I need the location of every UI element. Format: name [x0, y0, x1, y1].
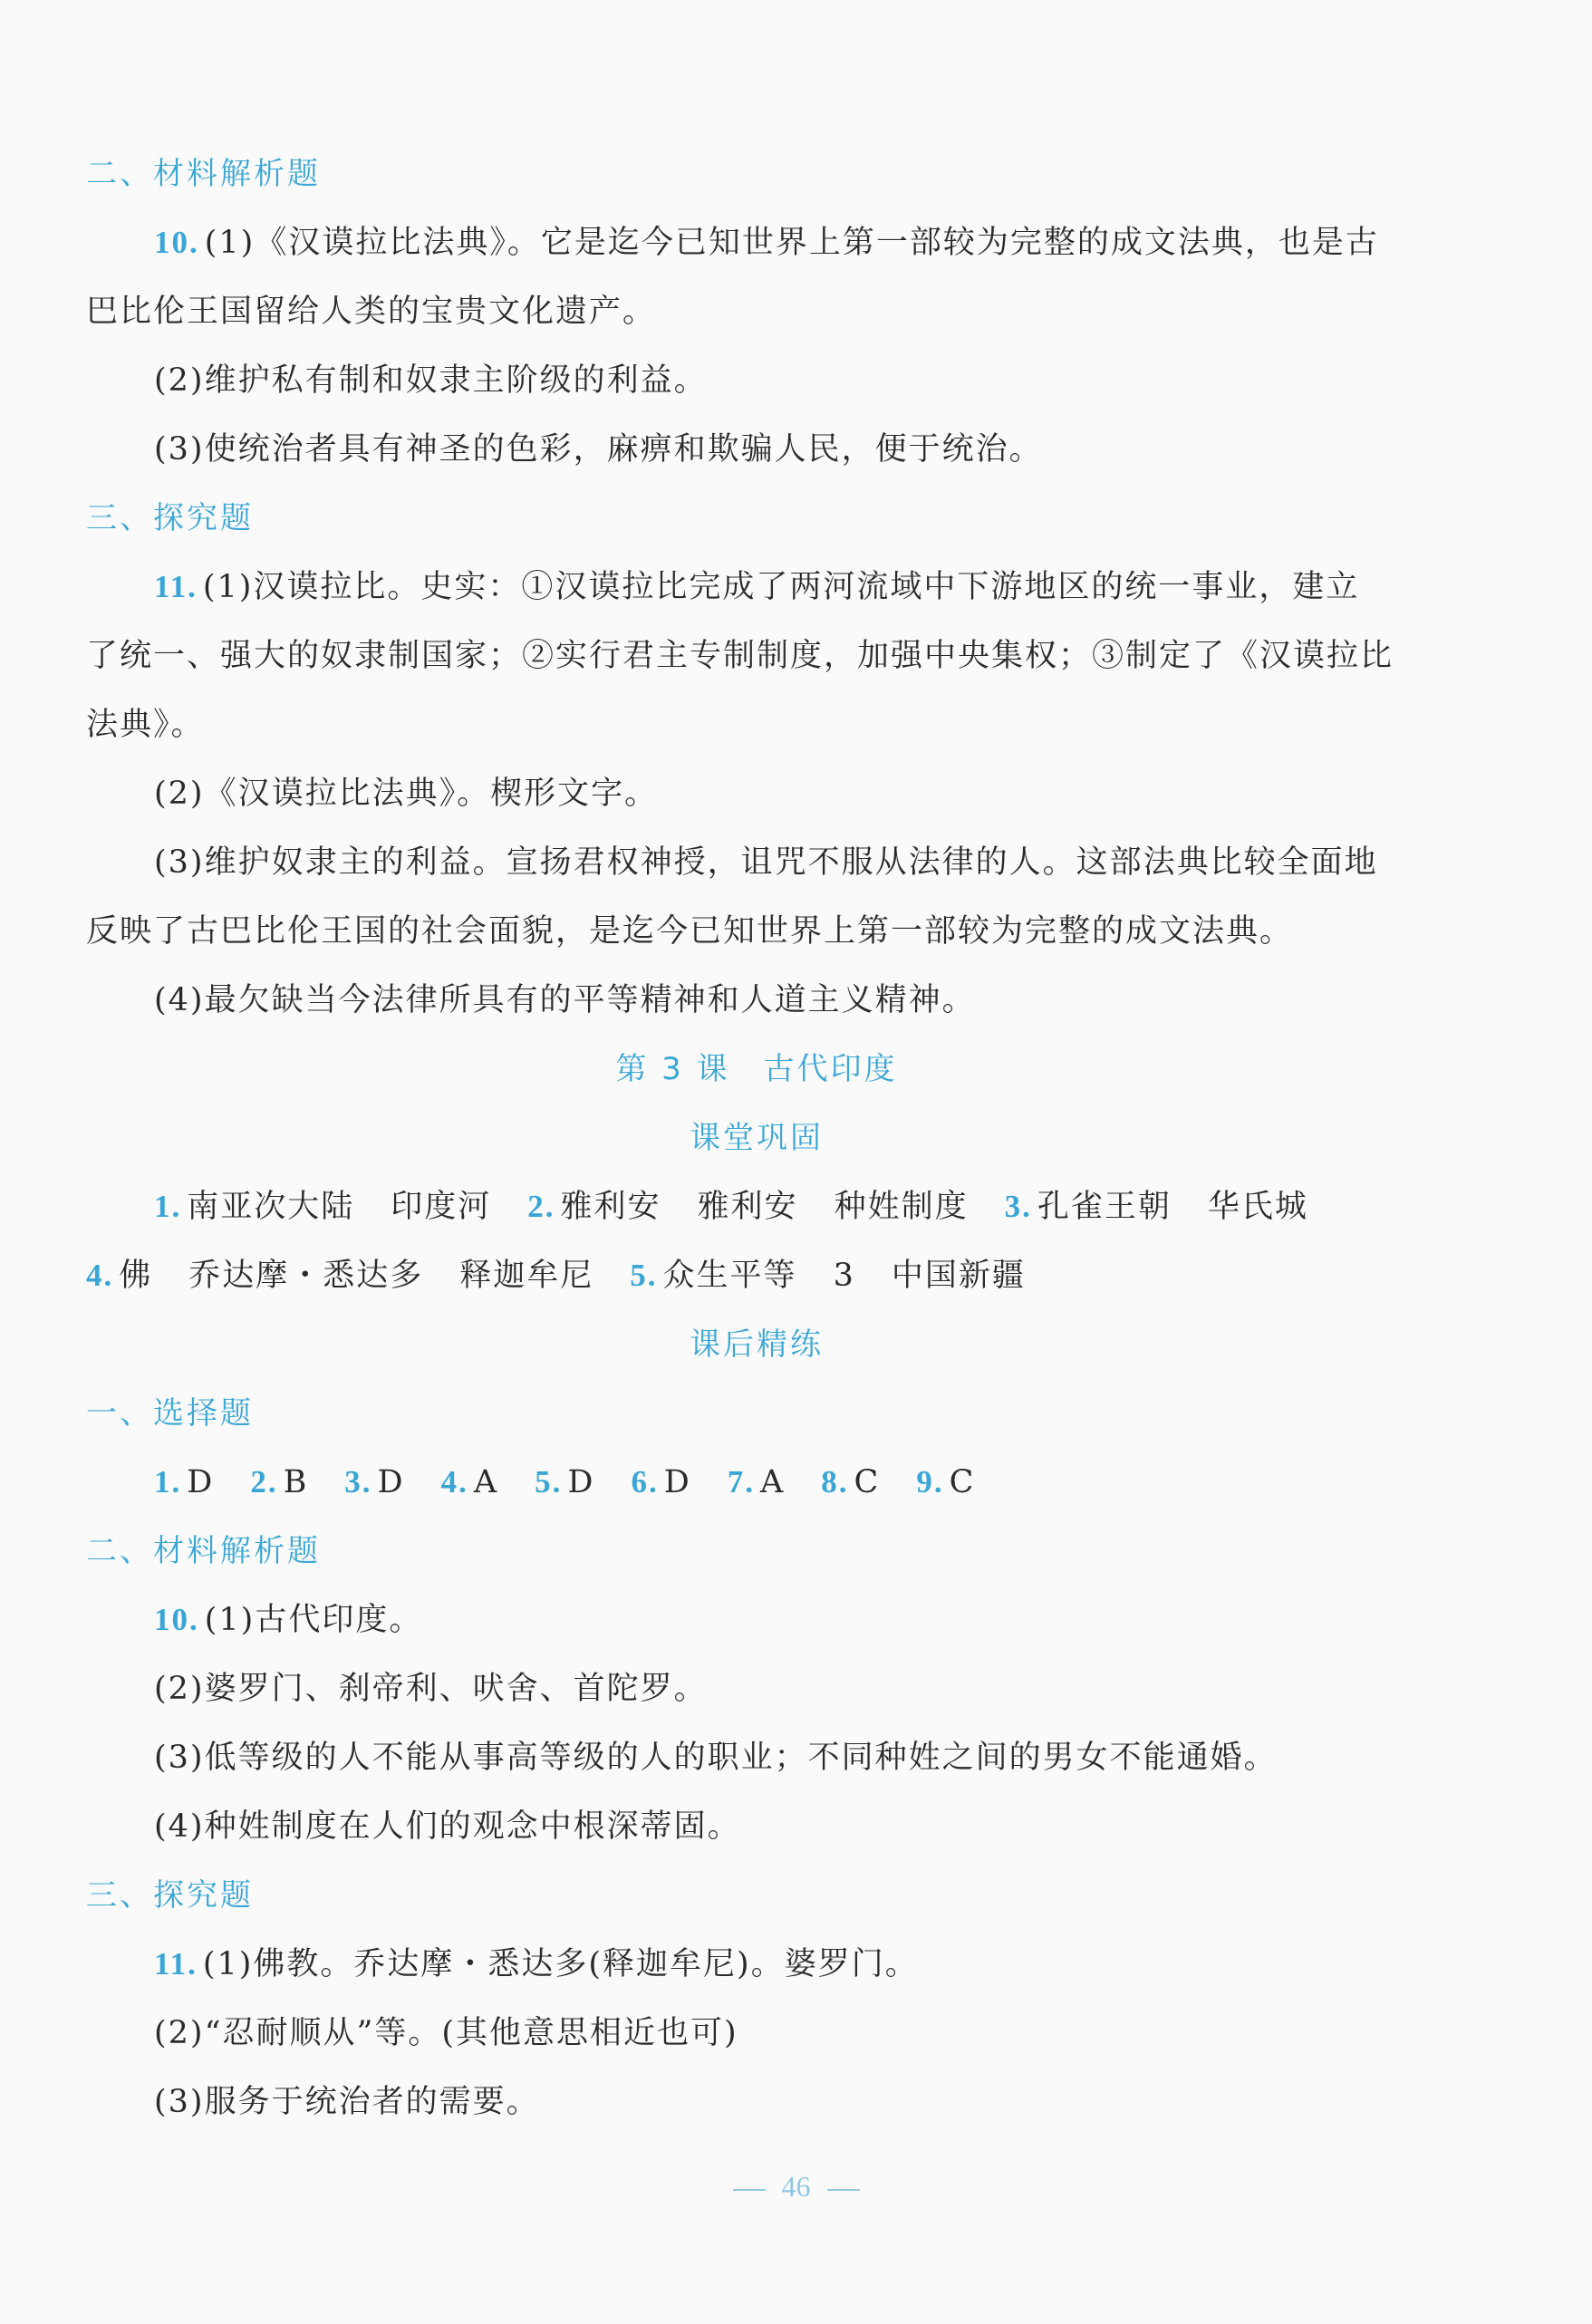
answer-text: (1)汉谟拉比。史实：①汉谟拉比完成了两河流域中下游地区的统一事业，建立	[202, 569, 1360, 605]
section-heading-material-analysis-2: 二、材料解析题	[86, 1533, 321, 1569]
answer-q10-part3: (3)使统治者具有神圣的色彩，麻痹和欺骗人民，便于统治。	[154, 431, 1043, 468]
choice-answer	[916, 1462, 975, 1502]
answer-continuation: 反映了古巴比伦王国的社会面貌，是迄今已知世界上第一部较为完整的成文法典。	[86, 913, 1294, 950]
choice-answers-row	[86, 1462, 1427, 1531]
fill-answer: 释迦牟尼	[459, 1258, 594, 1294]
answer-q10-part1	[86, 1600, 1427, 1669]
section-heading-inquiry-2: 三、探究题	[86, 1877, 254, 1914]
answer-text: (1)古代印度。	[204, 1602, 423, 1638]
question-number: 10.	[154, 1602, 199, 1637]
answer-q10-part2: (2)婆罗门、刹帝利、吠舍、首陀罗。	[154, 1671, 708, 1707]
fill-answer: 南亚次大陆	[187, 1189, 355, 1225]
choice-letter: C	[854, 1464, 881, 1500]
fill-answer: 种姓制度	[834, 1189, 969, 1225]
fill-answer: 孔雀王朝	[1037, 1189, 1172, 1225]
page-footer	[0, 2170, 1592, 2203]
choice-answer	[821, 1462, 880, 1502]
answer-text: (1)《汉谟拉比法典》。它是迄今已知世界上第一部较为完整的成文法典，也是古	[204, 225, 1379, 261]
fill-answer: 佛	[119, 1258, 153, 1294]
choice-letter: A	[760, 1464, 786, 1500]
answer-page	[86, 154, 1427, 2151]
choice-answer	[631, 1462, 690, 1502]
question-number: 2.	[250, 1464, 278, 1500]
answer-continuation: 法典》。	[86, 707, 205, 743]
footer-dash-right	[827, 2189, 860, 2191]
answer-q11-part2: (2)《汉谟拉比法典》。楔形文字。	[154, 776, 659, 812]
subheading-after-class: 课后精练	[690, 1326, 824, 1363]
fill-answer: 乔达摩・悉达多	[188, 1258, 424, 1294]
answer-text: (1)佛教。乔达摩・悉达多(释迦牟尼)。婆罗门。	[202, 1946, 919, 1982]
fill-answer: 3	[833, 1258, 855, 1294]
question-number: 2.	[527, 1189, 555, 1224]
answer-q10-part3: (3)低等级的人不能从事高等级的人的职业；不同种姓之间的男女不能通婚。	[154, 1740, 1278, 1776]
question-number: 6.	[631, 1464, 659, 1500]
section-heading-inquiry: 三、探究题	[86, 500, 254, 536]
question-number: 11.	[154, 569, 198, 604]
answer-continuation: 了统一、强大的奴隶制国家；②实行君主专制制度，加强中央集权；③制定了《汉谟拉比	[86, 638, 1394, 674]
question-number: 4.	[440, 1464, 468, 1500]
answer-q11-part2: (2)“忍耐顺从”等。(其他意思相近也可)	[154, 2015, 738, 2051]
choice-letter: D	[663, 1464, 691, 1500]
answer-q11-part1	[86, 567, 1427, 636]
choice-letter: D	[187, 1464, 215, 1500]
choice-letter: B	[283, 1464, 309, 1500]
question-number: 3.	[344, 1464, 372, 1500]
fill-answer: 中国新疆	[891, 1258, 1026, 1294]
lesson-title: 第 3 课 古代印度	[615, 1051, 898, 1087]
section-heading-material-analysis: 二、材料解析题	[86, 156, 321, 192]
choice-letter: D	[567, 1464, 595, 1500]
question-number: 5.	[535, 1464, 563, 1500]
fill-answer: 雅利安	[560, 1189, 661, 1225]
choice-letter: D	[377, 1464, 405, 1500]
footer-dash-left	[733, 2189, 766, 2191]
question-number: 8.	[821, 1464, 849, 1500]
choice-answer	[154, 1462, 214, 1502]
fill-answer: 众生平等	[662, 1258, 797, 1294]
answer-q11-part1	[86, 1944, 1427, 2013]
question-number: 4.	[86, 1258, 114, 1293]
fill-in-answers-row2	[86, 1256, 1427, 1325]
question-number: 5.	[630, 1258, 658, 1293]
fill-answer: 华氏城	[1207, 1189, 1308, 1225]
question-number: 10.	[154, 225, 199, 260]
choice-answer	[344, 1462, 404, 1502]
fill-answer: 印度河	[391, 1189, 492, 1225]
fill-in-answers-row1	[86, 1187, 1427, 1256]
fill-answer: 雅利安	[697, 1189, 798, 1225]
choice-letter: C	[949, 1464, 976, 1500]
answer-q11-part3: (3)服务于统治者的需要。	[154, 2084, 540, 2120]
subheading-class-consolidation: 课堂巩固	[690, 1120, 824, 1156]
question-number: 1.	[154, 1464, 182, 1500]
question-number: 11.	[154, 1946, 198, 1982]
choice-answer	[441, 1462, 499, 1502]
page-number: 46	[781, 2170, 811, 2203]
choice-letter: A	[473, 1464, 499, 1500]
answer-q10-part2: (2)维护私有制和奴隶主阶级的利益。	[154, 362, 708, 399]
choice-answer	[250, 1462, 308, 1502]
answer-q11-part4: (4)最欠缺当今法律所具有的平等精神和人道主义精神。	[154, 982, 976, 1018]
answer-q10-part4: (4)种姓制度在人们的观念中根深蒂固。	[154, 1808, 741, 1845]
question-number: 7.	[727, 1464, 756, 1500]
question-number: 9.	[916, 1464, 944, 1500]
question-number: 1.	[154, 1189, 182, 1224]
answer-continuation: 巴比伦王国留给人类的宝贵文化遗产。	[86, 294, 657, 330]
answer-q11-part3: (3)维护奴隶主的利益。宣扬君权神授，诅咒不服从法律的人。这部法典比较全面地	[154, 844, 1378, 881]
choice-answer	[728, 1462, 786, 1502]
choice-answer	[535, 1462, 594, 1502]
answer-q10-part1	[86, 223, 1427, 292]
section-heading-choice: 一、选择题	[86, 1395, 254, 1432]
question-number: 3.	[1004, 1189, 1032, 1224]
